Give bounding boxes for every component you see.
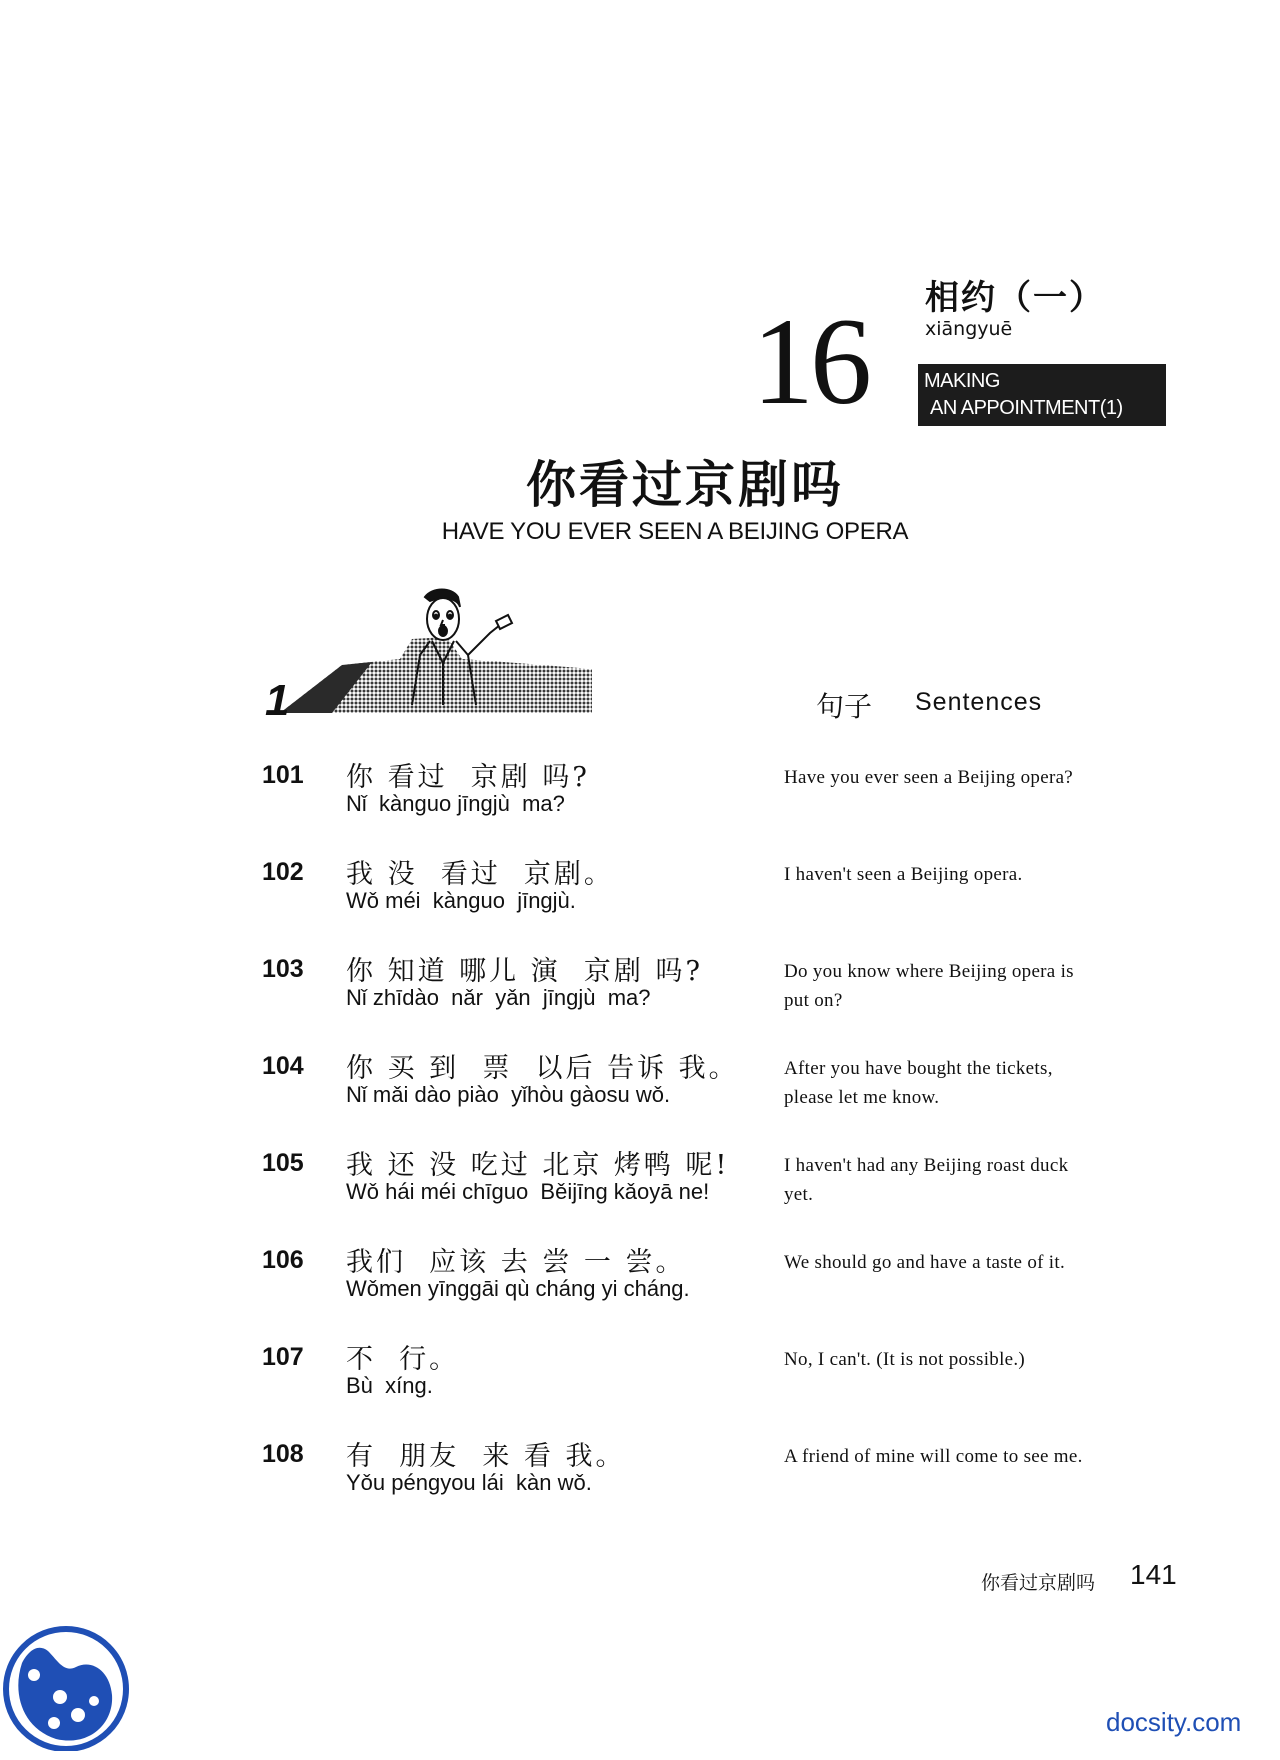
- sentence-number: 104: [262, 1052, 304, 1080]
- sentence-item: [262, 1240, 1122, 1337]
- sentence-hanzi: 我 没 看过 京剧。: [346, 859, 614, 890]
- sentence-hanzi: 你 买 到 票 以后 告诉 我。: [346, 1053, 739, 1084]
- sentence-pinyin: Nǐ zhīdào nǎr yǎn jīngjù ma?: [346, 985, 651, 1010]
- section-banner: [262, 585, 602, 720]
- sentence-number: 107: [262, 1343, 304, 1371]
- sentence-number: 105: [262, 1149, 304, 1177]
- sentence-number: 102: [262, 858, 304, 886]
- sentence-item: [262, 1143, 1122, 1240]
- chapter-topic-pinyin: xiāngyuē: [925, 318, 1013, 340]
- running-title: 你看过京剧吗: [981, 1572, 1096, 1594]
- sentence-hanzi: 有 朋友 来 看 我。: [346, 1441, 626, 1472]
- sentence-number: 106: [262, 1246, 304, 1274]
- sentence-pinyin: Nǐ kànguo jīngjù ma?: [346, 791, 565, 816]
- sentence-hanzi: 你 看过 京剧 吗?: [346, 762, 590, 793]
- sentence-pinyin: Wǒ hái méi chīguo Běijīng kǎoyā ne!: [346, 1179, 710, 1204]
- sentence-translation: We should go and have a taste of it.: [784, 1252, 1066, 1273]
- sentence-pinyin: Bù xíng.: [346, 1373, 433, 1398]
- sentence-translation: Have you ever seen a Beijing opera?: [784, 767, 1074, 788]
- sentence-translation: A friend of mine will come to see me.: [784, 1446, 1083, 1467]
- sentence-translation: No, I can't. (It is not possible.): [784, 1349, 1026, 1370]
- sentence-translation: I haven't had any Beijing roast duck yet.: [784, 1155, 1069, 1205]
- section-heading-chinese: 句子: [816, 690, 873, 723]
- sentence-item: [262, 1434, 1122, 1531]
- sentence-item: [262, 1046, 1122, 1143]
- sentence-item: [262, 755, 1122, 852]
- chapter-topic-english-line1: MAKING: [924, 370, 1000, 392]
- lesson-title-english: HAVE YOU EVER SEEN A BEIJING OPERA: [441, 518, 909, 545]
- sentence-translation: After you have bought the tickets, please let me know.: [784, 1058, 1053, 1108]
- sentence-pinyin: Wǒmen yīnggāi qù cháng yi cháng.: [346, 1276, 690, 1301]
- sentence-pinyin: Nǐ mǎi dào piào yǐhòu gàosu wǒ.: [346, 1082, 671, 1107]
- chapter-topic-chinese: 相约（一）: [925, 278, 1105, 318]
- lesson-title-chinese: 你看过京剧吗: [526, 455, 844, 514]
- chapter-number: 16: [752, 293, 868, 430]
- chapter-topic-english-label: [918, 364, 1166, 426]
- sentence-item: [262, 1337, 1122, 1434]
- sentence-hanzi: 不 行。: [346, 1344, 460, 1375]
- sentence-list: [262, 755, 1122, 1531]
- sentence-item: [262, 949, 1122, 1046]
- sentence-number: 101: [262, 761, 304, 789]
- sentence-hanzi: 我 还 没 吃过 北京 烤鸭 呢!: [346, 1150, 730, 1181]
- section-number: 1: [265, 676, 290, 720]
- sentence-number: 108: [262, 1440, 304, 1468]
- docsity-logo-icon[interactable]: [2, 1623, 130, 1751]
- sentence-item: [262, 852, 1122, 949]
- chapter-topic-english-line2: AN APPOINTMENT(1): [930, 397, 1123, 419]
- sentence-pinyin: Yǒu péngyou lái kàn wǒ.: [346, 1470, 592, 1495]
- sentence-hanzi: 你 知道 哪儿 演 京剧 吗?: [346, 956, 703, 987]
- sentence-translation: Do you know where Beijing opera is put on?: [784, 961, 1074, 1011]
- sentence-translation: I haven't seen a Beijing opera.: [784, 864, 1023, 885]
- sentence-hanzi: 我们 应该 去 尝 一 尝。: [346, 1247, 686, 1278]
- sentence-pinyin: Wǒ méi kànguo jīngjù.: [346, 888, 576, 913]
- docsity-watermark-link[interactable]: docsity.com: [1106, 1707, 1242, 1737]
- section-heading-english: Sentences: [915, 688, 1043, 716]
- page-number: 141: [1130, 1559, 1177, 1590]
- sentence-number: 103: [262, 955, 304, 983]
